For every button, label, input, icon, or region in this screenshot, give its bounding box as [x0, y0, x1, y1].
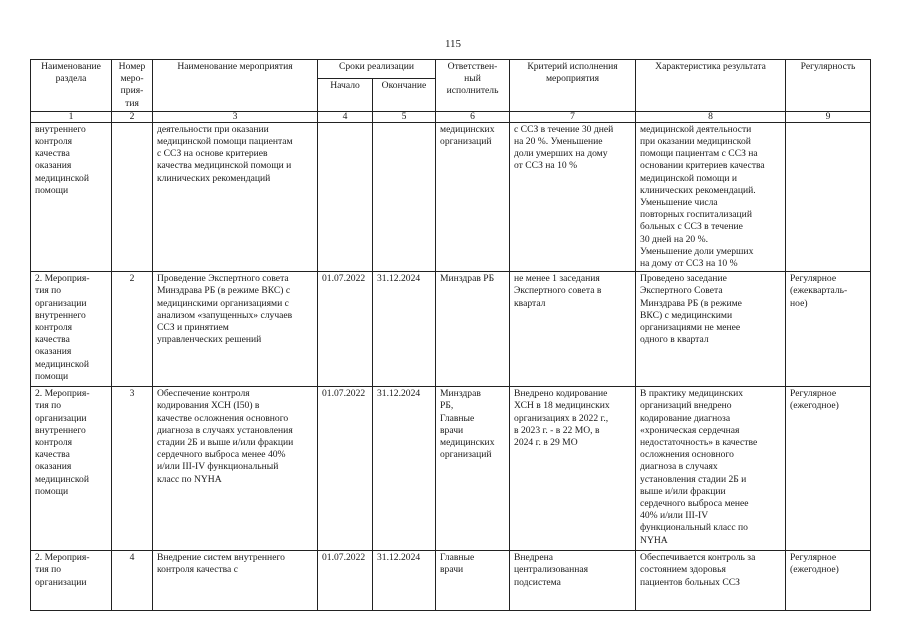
header-number: Номер меро- прия- тия — [112, 60, 153, 112]
cell-end: 31.12.2024 — [373, 272, 436, 387]
cell-executor: медицинских организаций — [436, 122, 510, 271]
header-section: Наименование раздела — [31, 60, 112, 112]
cell-executor: Минздрав РБ, Главные врачи медицинских организаций — [436, 387, 510, 551]
header-regularity: Регулярность — [786, 60, 871, 112]
cell-start — [318, 122, 373, 271]
header-activity: Наименование мероприятия — [153, 60, 318, 112]
cell-activity: Обеспечение контроля кодирования ХСН (I50) в качестве осложнения основного диагноза в случаях установления стадии 2Б и выше и/или фракции сердечного выброса менее 40% и/или III-IV функциональный класс по NYHA — [153, 387, 318, 551]
column-number: 2 — [112, 111, 153, 122]
cell-executor: Главные врачи — [436, 551, 510, 611]
cell-end: 31.12.2024 — [373, 551, 436, 611]
cell-criterion: Внедрено кодирование ХСН в 18 медицинских организациях в 2022 г., в 2023 г. - в 22 МО, в 2024 г. в 29 МО — [510, 387, 636, 551]
cell-start: 01.07.2022 — [318, 272, 373, 387]
activities-table — [30, 59, 871, 611]
page-number: 115 — [444, 38, 462, 50]
cell-result: Обеспечивается контроль за состоянием здоровья пациентов больных ССЗ — [636, 551, 786, 611]
cell-activity: Внедрение систем внутреннего контроля качества с — [153, 551, 318, 611]
cell-regularity: Регулярное (ежегодное) — [786, 551, 871, 611]
column-number: 6 — [436, 111, 510, 122]
column-number: 3 — [153, 111, 318, 122]
cell-start: 01.07.2022 — [318, 551, 373, 611]
cell-number: 4 — [112, 551, 153, 611]
column-number: 5 — [373, 111, 436, 122]
column-number: 9 — [786, 111, 871, 122]
cell-start: 01.07.2022 — [318, 387, 373, 551]
column-number-row — [31, 111, 871, 122]
header-executor: Ответствен- ный исполнитель — [436, 60, 510, 112]
table-row — [31, 272, 871, 387]
table-row — [31, 551, 871, 611]
table-row — [31, 387, 871, 551]
cell-result: В практику медицинских организаций внедрено кодирование диагноза «хроническая сердечная недостаточность» в качестве осложнения основного диагноза в случаях установления стадии 2Б и выше и/или фракции сердечного выброса менее 40% и/или III-IV функциональный класс по NYHA — [636, 387, 786, 551]
cell-criterion: с ССЗ в течение 30 дней на 20 %. Уменьшение доли умерших на дому от ССЗ на 10 % — [510, 122, 636, 271]
table-row — [31, 122, 871, 271]
cell-end — [373, 122, 436, 271]
cell-number: 3 — [112, 387, 153, 551]
cell-regularity: Регулярное (ежегодное) — [786, 387, 871, 551]
cell-executor: Минздрав РБ — [436, 272, 510, 387]
cell-regularity: Регулярное (ежекварталь- ное) — [786, 272, 871, 387]
cell-criterion: не менее 1 заседания Экспертного совета в квартал — [510, 272, 636, 387]
cell-result: Проведено заседание Экспертного Совета Минздрава РБ (в режиме ВКС) с медицинскими организациями не менее одного в квартал — [636, 272, 786, 387]
header-row — [31, 60, 871, 79]
cell-section: 2. Мероприя- тия по организации внутреннего контроля качества оказания медицинской помощи — [31, 387, 112, 551]
column-number: 8 — [636, 111, 786, 122]
header-terms: Сроки реализации — [318, 60, 436, 79]
header-start: Начало — [318, 79, 373, 111]
cell-activity: деятельности при оказании медицинской помощи пациентам с ССЗ на основе критериев качества медицинской помощи и клинических рекомендаций — [153, 122, 318, 271]
cell-regularity — [786, 122, 871, 271]
cell-activity: Проведение Экспертного совета Минздрава РБ (в режиме ВКС) с медицинскими организациями с анализом «запущенных» случаев ССЗ и принятием управленческих решений — [153, 272, 318, 387]
header-end: Окончание — [373, 79, 436, 111]
cell-result: медицинской деятельности при оказании медицинской помощи пациентам с ССЗ на основании критериев качества медицинской помощи и клинических рекомендаций. Уменьшение числа повторных госпитализаций больных с ССЗ в течение 30 дней на 20 %. Уменьшение доли умерших на дому от ССЗ на 10 % — [636, 122, 786, 271]
column-number: 7 — [510, 111, 636, 122]
column-number: 4 — [318, 111, 373, 122]
column-number: 1 — [31, 111, 112, 122]
header-criterion: Критерий исполнения мероприятия — [510, 60, 636, 112]
cell-section: 2. Мероприя- тия по организации — [31, 551, 112, 611]
header-result: Характеристика результата — [636, 60, 786, 112]
cell-section: 2. Мероприя- тия по организации внутреннего контроля качества оказания медицинской помощи — [31, 272, 112, 387]
cell-end: 31.12.2024 — [373, 387, 436, 551]
cell-section: внутреннего контроля качества оказания медицинской помощи — [31, 122, 112, 271]
cell-number: 2 — [112, 272, 153, 387]
cell-number — [112, 122, 153, 271]
cell-criterion: Внедрена централизованная подсистема — [510, 551, 636, 611]
